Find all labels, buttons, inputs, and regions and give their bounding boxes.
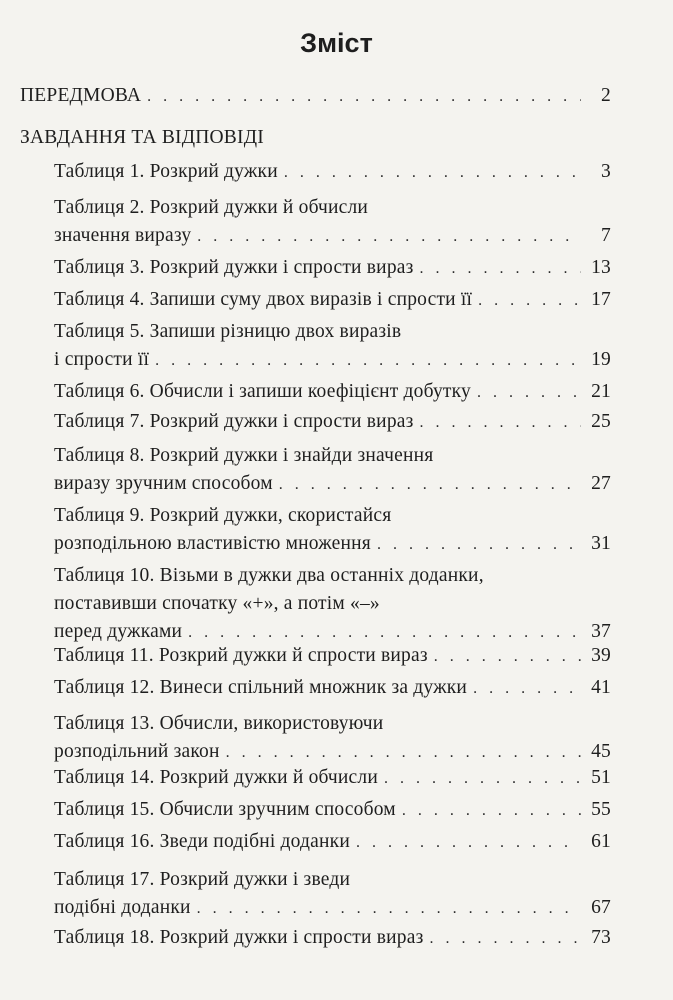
dot-leader	[477, 379, 581, 407]
toc-entry-label: Таблиця 6. Обчисли і запиши коефіцієнт добутку	[54, 381, 471, 402]
toc-entry[interactable]	[54, 764, 611, 792]
toc-entry[interactable]	[54, 318, 611, 374]
toc-entry-label: перед дужками	[54, 621, 183, 642]
toc-entry-label: Таблиця 18. Розкрий дужки і спрости вираз	[54, 927, 424, 948]
dot-leader	[434, 643, 581, 671]
dot-leader	[279, 471, 581, 499]
toc-entry-label: подібні доданки	[54, 897, 191, 918]
page-title: Зміст	[300, 28, 373, 58]
dot-leader	[155, 347, 581, 375]
toc-page-number: 31	[591, 533, 611, 554]
toc-entry[interactable]	[54, 828, 611, 856]
toc-page-number: 17	[591, 289, 611, 310]
toc-entry-label: поставивши спочатку «+», а потім «–»	[54, 593, 380, 614]
toc-entry[interactable]	[54, 924, 611, 952]
toc-page-number: 41	[591, 677, 611, 698]
toc-entry[interactable]	[54, 158, 611, 186]
toc-entry-label: і спрости її	[54, 349, 150, 370]
toc-page-number: 51	[591, 767, 611, 788]
toc-entry-label: розподільний закон	[54, 741, 220, 762]
toc-page-number: 19	[591, 349, 611, 370]
toc-entry[interactable]	[54, 286, 611, 314]
dot-leader	[429, 925, 581, 953]
dot-leader	[384, 765, 581, 793]
toc-entry-label: Таблиця 10. Візьми в дужки два останніх доданки,	[54, 565, 484, 586]
toc-entry-label: ПЕРЕДМОВА	[20, 85, 142, 106]
dot-leader	[284, 159, 581, 187]
toc-page-number: 21	[591, 381, 611, 402]
toc-entry[interactable]	[54, 710, 611, 766]
dot-leader	[197, 223, 581, 251]
dot-leader	[402, 797, 581, 825]
toc-page-number: 73	[591, 927, 611, 948]
toc-page-number: 7	[601, 225, 611, 246]
toc-page-number: 37	[591, 621, 611, 642]
section-heading: ЗАВДАННЯ ТА ВІДПОВІДІ	[20, 127, 264, 148]
toc-entry-label: значення виразу	[54, 225, 192, 246]
dot-leader	[147, 83, 581, 111]
toc-entry-label: виразу зручним способом	[54, 473, 273, 494]
toc-entry-label: Таблиця 12. Винеси спільний множник за дужки	[54, 677, 468, 698]
toc-entry-label: Таблиця 2. Розкрий дужки й обчисли	[54, 197, 369, 218]
toc-entry-label: Таблиця 15. Обчисли зручним способом	[54, 799, 396, 820]
toc-entry-label: Таблиця 7. Розкрий дужки і спрости вираз	[54, 411, 414, 432]
toc-entry[interactable]	[54, 194, 611, 250]
toc-entry[interactable]	[54, 562, 611, 646]
toc-entry[interactable]	[54, 866, 611, 922]
dot-leader	[226, 739, 581, 767]
toc-entry-label: Таблиця 17. Розкрий дужки і зведи	[54, 869, 351, 890]
toc-entry-preface[interactable]	[20, 82, 611, 111]
toc-page-number: 61	[591, 831, 611, 852]
toc-entry[interactable]	[54, 502, 611, 558]
dot-leader	[356, 829, 581, 857]
dot-leader	[197, 895, 581, 923]
dot-leader	[420, 409, 581, 437]
toc-page-number: 55	[591, 799, 611, 820]
dot-leader	[377, 531, 581, 559]
toc-entry[interactable]	[54, 796, 611, 824]
toc-page-number: 67	[591, 897, 611, 918]
toc-page-number: 2	[601, 85, 611, 106]
toc-page-number: 39	[591, 645, 611, 666]
toc-entry-label: Таблиця 13. Обчисли, використовуючи	[54, 713, 384, 734]
toc-entry[interactable]	[54, 378, 611, 406]
dot-leader	[473, 675, 581, 703]
dot-leader	[420, 255, 581, 283]
toc-page-number: 3	[601, 161, 611, 182]
toc-entry-label: Таблиця 8. Розкрий дужки і знайди значення	[54, 445, 434, 466]
toc-page-number: 25	[591, 411, 611, 432]
toc-entry[interactable]	[54, 442, 611, 498]
toc-entry[interactable]	[54, 408, 611, 436]
dot-leader	[478, 287, 581, 315]
toc-entry-label: Таблиця 11. Розкрий дужки й спрости вираз	[54, 645, 428, 666]
toc-entry[interactable]	[54, 674, 611, 702]
toc-entry[interactable]	[54, 254, 611, 282]
toc-entry-label: Таблиця 16. Зведи подібні доданки	[54, 831, 350, 852]
toc-entry-label: Таблиця 3. Розкрий дужки і спрости вираз	[54, 257, 414, 278]
toc-entry-label: розподільною властивістю множення	[54, 533, 371, 554]
toc-entry-label: Таблиця 1. Розкрий дужки	[54, 161, 278, 182]
toc-entry-label: Таблиця 4. Запиши суму двох виразів і спрости її	[54, 289, 473, 310]
toc-entry[interactable]	[54, 642, 611, 670]
toc-page-number: 45	[591, 741, 611, 762]
toc-entry-label: Таблиця 5. Запиши різницю двох виразів	[54, 321, 402, 342]
toc-entry-label: Таблиця 9. Розкрий дужки, скористайся	[54, 505, 392, 526]
toc-page-number: 27	[591, 473, 611, 494]
toc-entry-label: Таблиця 14. Розкрий дужки й обчисли	[54, 767, 378, 788]
toc-page-number: 13	[591, 257, 611, 278]
